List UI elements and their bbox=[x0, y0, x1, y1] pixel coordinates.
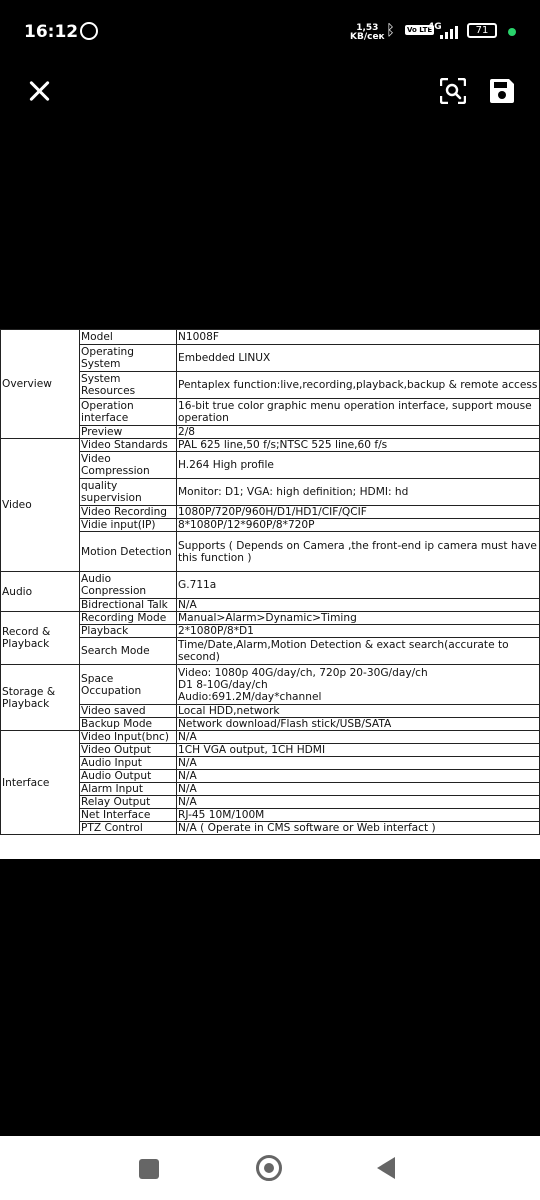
table-row bbox=[1, 506, 540, 519]
table-row bbox=[1, 770, 540, 783]
feature-cell: Backup Mode bbox=[80, 718, 177, 731]
feature-cell: Space Occupation bbox=[80, 665, 177, 705]
table-row bbox=[1, 718, 540, 731]
value-cell: 1080P/720P/960H/D1/HD1/CIF/QCIF bbox=[177, 506, 540, 519]
battery-icon bbox=[467, 23, 497, 38]
feature-cell: Bidrectional Talk bbox=[80, 599, 177, 612]
value-cell: Manual>Alarm>Dynamic>Timing bbox=[177, 612, 540, 625]
value-cell: N/A bbox=[177, 599, 540, 612]
value-cell: Pentaplex function:live,recording,playback,backup & remote access bbox=[177, 372, 540, 399]
network-speed-unit: KB/сек bbox=[350, 32, 385, 42]
category-cell: Interface bbox=[1, 731, 80, 835]
table-row bbox=[1, 665, 540, 705]
spec-table bbox=[0, 329, 540, 835]
feature-cell: Audio Input bbox=[80, 757, 177, 770]
category-cell: Overview bbox=[1, 330, 80, 439]
feature-cell: Operation interface bbox=[80, 399, 177, 426]
feature-cell: Video saved bbox=[80, 705, 177, 718]
table-row bbox=[1, 452, 540, 479]
table-row bbox=[1, 612, 540, 625]
network-type: 4G bbox=[428, 22, 442, 32]
network-speed-value: 1,53 bbox=[356, 23, 379, 33]
table-row bbox=[1, 519, 540, 532]
feature-cell: Preview bbox=[80, 426, 177, 439]
table-row bbox=[1, 731, 540, 744]
feature-cell: Net Interface bbox=[80, 809, 177, 822]
status-dot bbox=[508, 28, 516, 36]
value-cell: Local HDD,network bbox=[177, 705, 540, 718]
value-cell: 2*1080P/8*D1 bbox=[177, 625, 540, 638]
feature-cell: Audio Output bbox=[80, 770, 177, 783]
value-cell: N/A bbox=[177, 796, 540, 809]
document-image bbox=[0, 329, 540, 859]
table-row bbox=[1, 744, 540, 757]
feature-cell: Audio Conpression bbox=[80, 572, 177, 599]
bluetooth-icon: ᛒ bbox=[386, 21, 396, 39]
table-row bbox=[1, 796, 540, 809]
feature-cell: Vidie input(IP) bbox=[80, 519, 177, 532]
feature-cell: Search Mode bbox=[80, 638, 177, 665]
value-cell: 16-bit true color graphic menu operation interface, support mouse operation bbox=[177, 399, 540, 426]
table-row bbox=[1, 532, 540, 572]
table-row bbox=[1, 439, 540, 452]
category-cell: Record & Playback bbox=[1, 612, 80, 665]
save-icon[interactable] bbox=[488, 77, 516, 105]
value-cell: RJ-45 10M/100M bbox=[177, 809, 540, 822]
feature-cell: quality supervision bbox=[80, 479, 177, 506]
value-cell: N/A bbox=[177, 731, 540, 744]
back-button[interactable] bbox=[377, 1157, 395, 1179]
feature-cell: Recording Mode bbox=[80, 612, 177, 625]
value-cell: H.264 High profile bbox=[177, 452, 540, 479]
table-row bbox=[1, 809, 540, 822]
value-cell: G.711a bbox=[177, 572, 540, 599]
value-cell: N/A bbox=[177, 757, 540, 770]
value-cell: N/A bbox=[177, 770, 540, 783]
value-cell: Supports ( Depends on Camera ,the front-end ip camera must have this function ) bbox=[177, 532, 540, 572]
value-cell: 1CH VGA output, 1CH HDMI bbox=[177, 744, 540, 757]
value-cell: N/A bbox=[177, 783, 540, 796]
scan-icon[interactable] bbox=[440, 78, 466, 104]
feature-cell: Relay Output bbox=[80, 796, 177, 809]
feature-cell: Video Compression bbox=[80, 452, 177, 479]
table-row bbox=[1, 625, 540, 638]
feature-cell: Playback bbox=[80, 625, 177, 638]
feature-cell: Video Output bbox=[80, 744, 177, 757]
status-time: 16:12 bbox=[24, 22, 79, 42]
table-row bbox=[1, 599, 540, 612]
table-row bbox=[1, 479, 540, 506]
table-row bbox=[1, 638, 540, 665]
value-cell: 8*1080P/12*960P/8*720P bbox=[177, 519, 540, 532]
table-row bbox=[1, 822, 540, 835]
value-cell: Video: 1080p 40G/day/ch, 720p 20-30G/day/ch D1 8-10G/day/ch Audio:691.2M/day*channel bbox=[177, 665, 540, 705]
feature-cell: Alarm Input bbox=[80, 783, 177, 796]
value-cell: N/A ( Operate in CMS software or Web interfact ) bbox=[177, 822, 540, 835]
table-row bbox=[1, 399, 540, 426]
feature-cell: Model bbox=[80, 330, 177, 345]
value-cell: Network download/Flash stick/USB/SATA bbox=[177, 718, 540, 731]
table-row bbox=[1, 783, 540, 796]
table-row bbox=[1, 572, 540, 599]
home-button[interactable] bbox=[256, 1155, 282, 1181]
viber-icon bbox=[80, 22, 98, 40]
volte-badge: Vo LTE bbox=[407, 26, 433, 34]
category-cell: Storage & Playback bbox=[1, 665, 80, 731]
value-cell: Time/Date,Alarm,Motion Detection & exact search(accurate to second) bbox=[177, 638, 540, 665]
table-row bbox=[1, 426, 540, 439]
table-row bbox=[1, 372, 540, 399]
table-row bbox=[1, 330, 540, 345]
feature-cell: System Resources bbox=[80, 372, 177, 399]
signal-icon bbox=[440, 26, 460, 39]
feature-cell: Operating System bbox=[80, 345, 177, 372]
status-bar bbox=[0, 0, 540, 64]
feature-cell: Motion Detection bbox=[80, 532, 177, 572]
feature-cell: Video Recording bbox=[80, 506, 177, 519]
table-row bbox=[1, 705, 540, 718]
value-cell: N1008F bbox=[177, 330, 540, 345]
network-speed bbox=[350, 24, 385, 42]
close-icon[interactable] bbox=[26, 78, 52, 104]
feature-cell: Video Standards bbox=[80, 439, 177, 452]
value-cell: PAL 625 line,50 f/s;NTSC 525 line,60 f/s bbox=[177, 439, 540, 452]
category-cell: Video bbox=[1, 439, 80, 572]
battery-level: 71 bbox=[475, 25, 489, 36]
value-cell: 2/8 bbox=[177, 426, 540, 439]
feature-cell: PTZ Control bbox=[80, 822, 177, 835]
table-row bbox=[1, 345, 540, 372]
feature-cell: Video Input(bnc) bbox=[80, 731, 177, 744]
recent-apps-button[interactable] bbox=[139, 1159, 159, 1179]
category-cell: Audio bbox=[1, 572, 80, 612]
value-cell: Embedded LINUX bbox=[177, 345, 540, 372]
table-row bbox=[1, 757, 540, 770]
value-cell: Monitor: D1; VGA: high definition; HDMI: hd bbox=[177, 479, 540, 506]
